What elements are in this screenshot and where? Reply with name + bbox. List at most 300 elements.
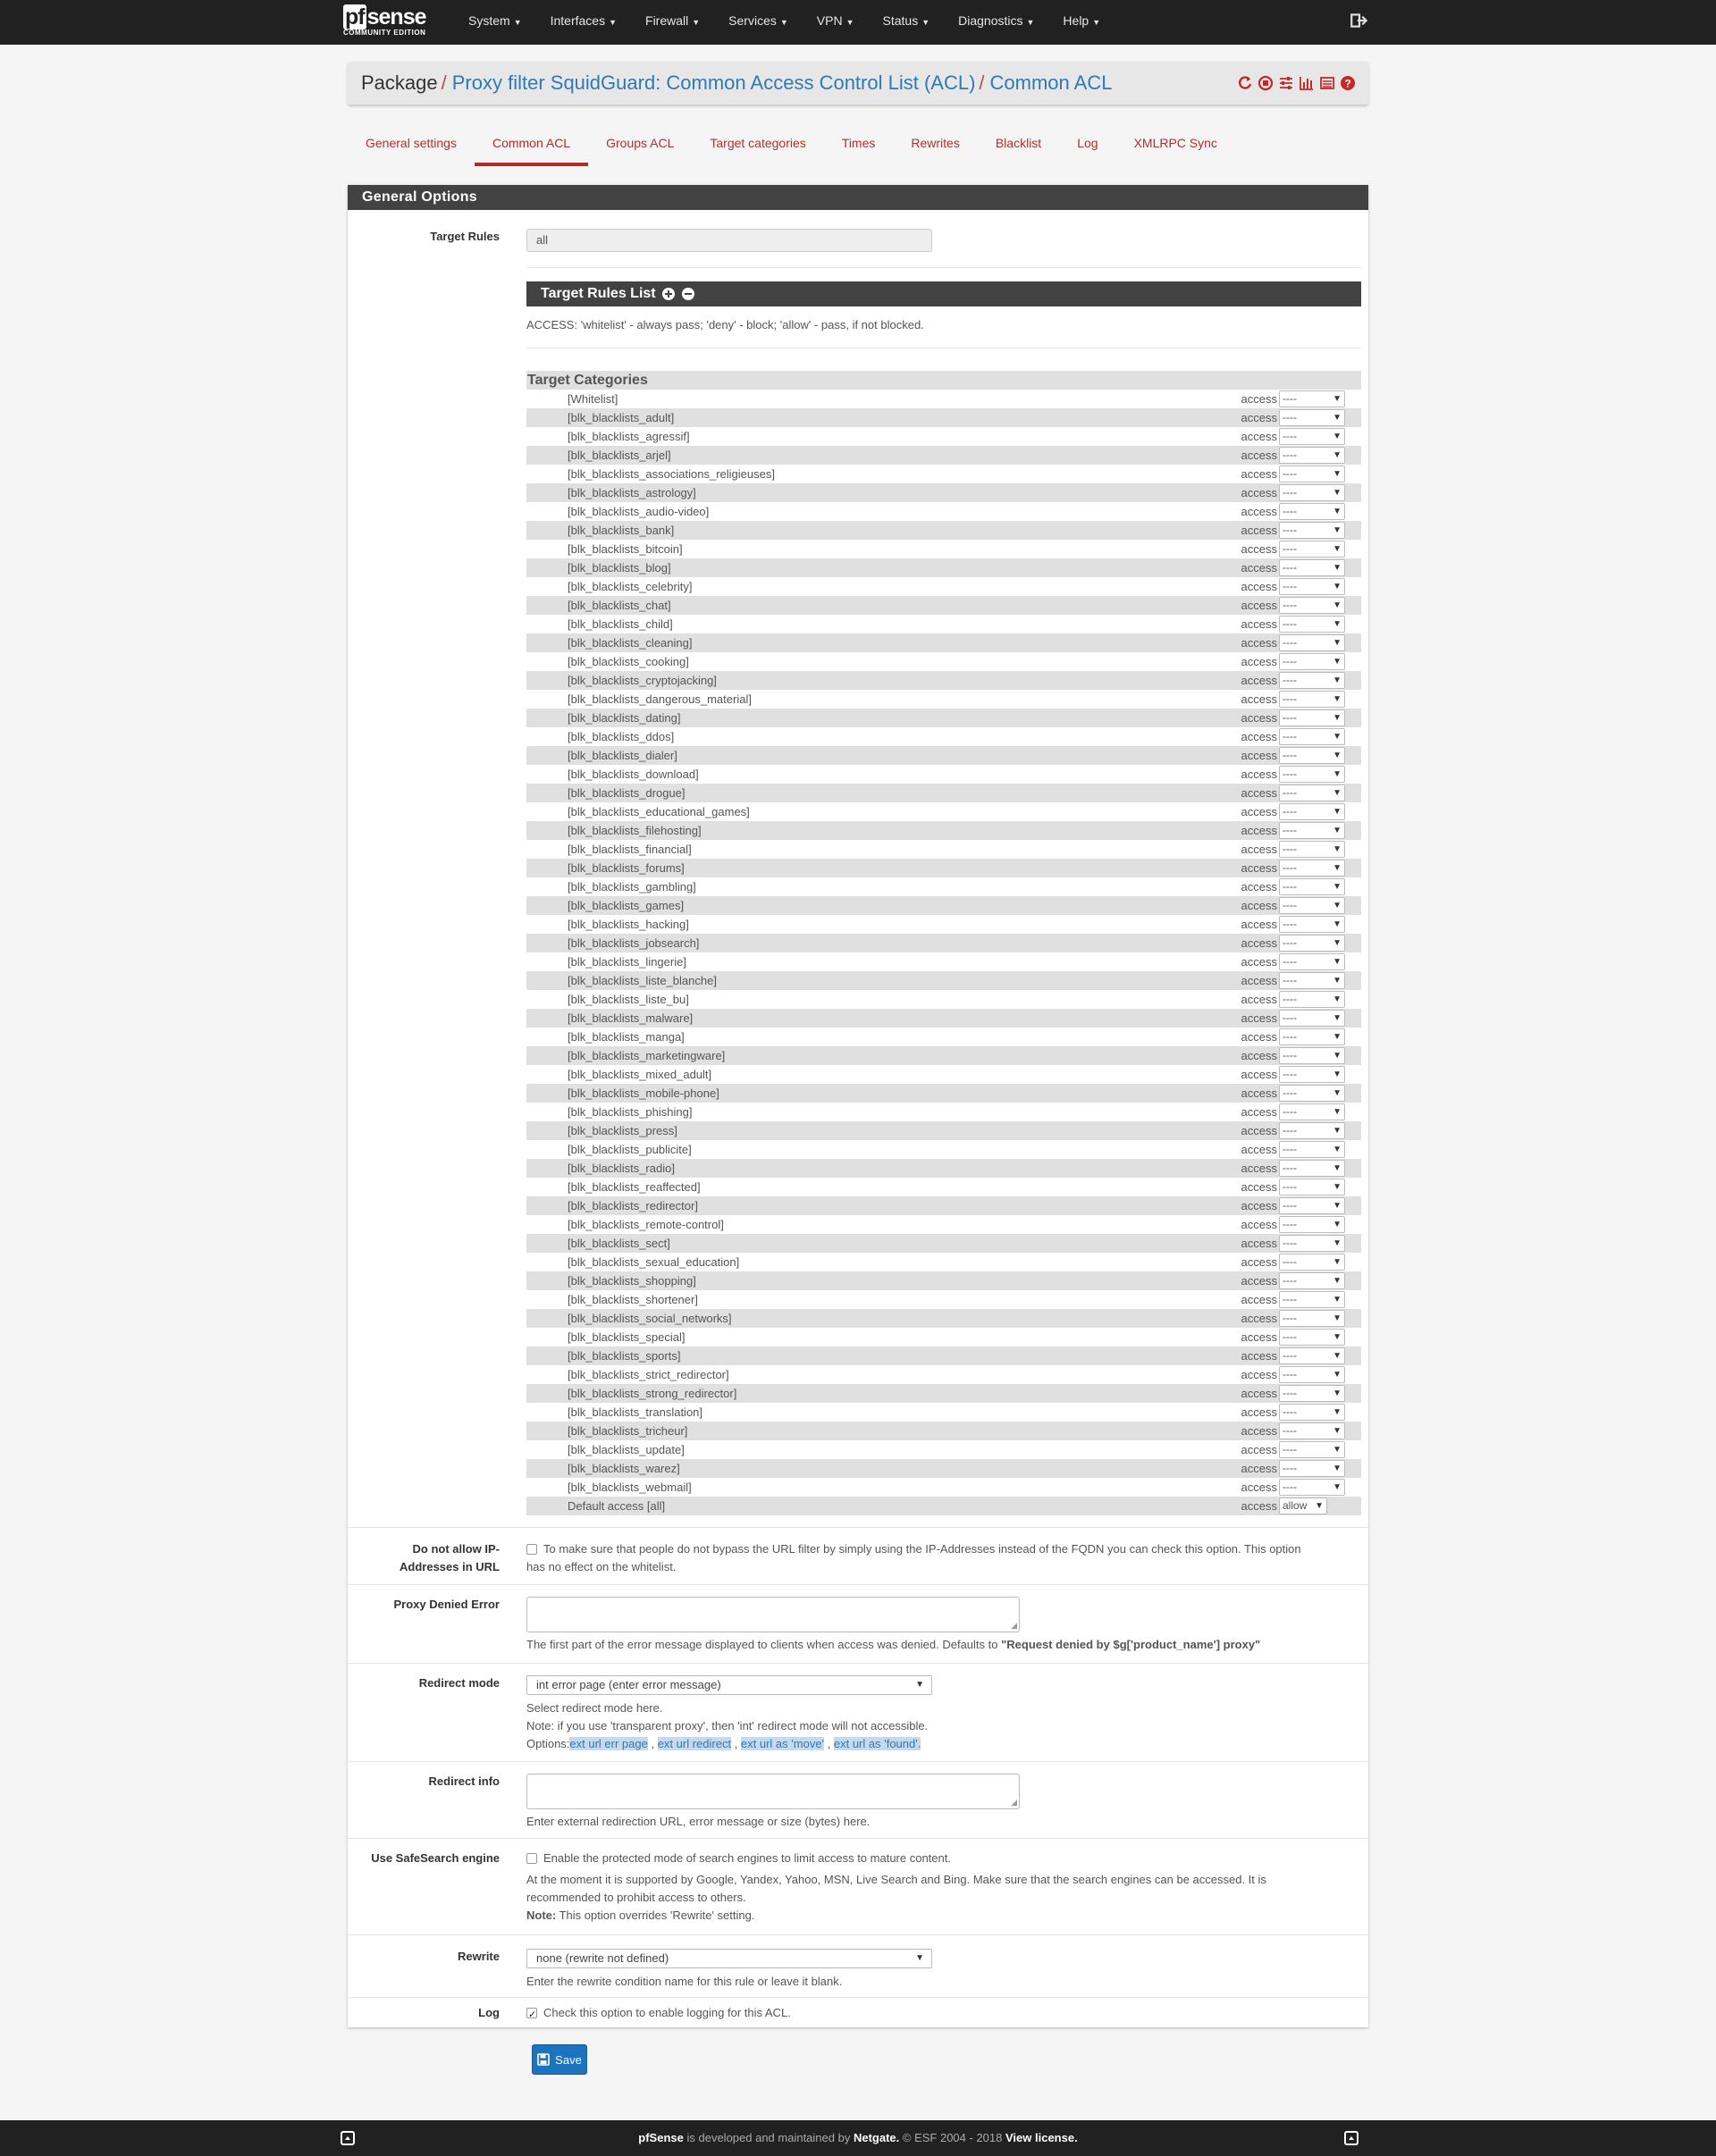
category-access-value: ----: [1283, 1143, 1297, 1155]
category-access-select[interactable]: [1279, 709, 1345, 726]
category-access-value: ----: [1283, 674, 1297, 686]
caret-down-icon: ▼: [609, 18, 618, 27]
safesearch-field: [526, 1850, 1358, 1925]
redirect-mode-help2: Note: if you use 'transparent proxy', then 'int' redirect mode will not accessible.: [526, 1719, 929, 1732]
category-row: [526, 1384, 1361, 1403]
category-access-select[interactable]: [1279, 428, 1345, 445]
category-access-select[interactable]: [1279, 1347, 1345, 1364]
log-list-icon[interactable]: [1319, 75, 1335, 91]
proxy-denied-row: [348, 1584, 1368, 1663]
no-ip-label-line1: Do not allow IP-: [412, 1542, 500, 1556]
stop-service-icon[interactable]: [1258, 75, 1274, 91]
category-row: [526, 746, 1361, 765]
access-label: access: [1241, 392, 1277, 406]
access-label: access: [1241, 936, 1277, 950]
category-name: [blk_blacklists_cryptojacking]: [568, 674, 717, 687]
breadcrumb-page-link[interactable]: Common ACL: [989, 71, 1113, 94]
tab-rewrites[interactable]: Rewrites: [911, 136, 960, 150]
access-label: access: [1241, 1368, 1277, 1381]
category-access-select[interactable]: [1279, 1047, 1345, 1064]
access-label: access: [1241, 542, 1277, 556]
category-access-select[interactable]: [1279, 447, 1345, 464]
breadcrumb-separator: /: [979, 71, 985, 94]
access-label: access: [1241, 711, 1277, 725]
category-access-select[interactable]: [1279, 1216, 1345, 1233]
category-access-value: ----: [1283, 636, 1297, 649]
category-name: [blk_blacklists_mixed_adult]: [568, 1068, 712, 1081]
category-access-select[interactable]: [1279, 1028, 1345, 1045]
safesearch-note-bold: Note:: [526, 1909, 557, 1922]
category-access-select[interactable]: [1279, 1441, 1345, 1458]
safesearch-note: [526, 1907, 1358, 1925]
category-access-select[interactable]: [1279, 522, 1345, 539]
category-access-select[interactable]: [1279, 1366, 1345, 1383]
access-label: access: [1241, 1011, 1277, 1025]
category-name: [blk_blacklists_adult]: [568, 411, 675, 424]
category-row: [526, 1328, 1361, 1346]
category-access-select[interactable]: [1279, 878, 1345, 895]
category-name: [blk_blacklists_translation]: [568, 1405, 703, 1419]
category-access-value: ----: [1283, 411, 1297, 424]
category-access-value: ----: [1283, 993, 1297, 1005]
access-label: access: [1241, 1049, 1277, 1062]
category-row: [526, 633, 1361, 652]
category-name: [blk_blacklists_chat]: [568, 599, 671, 612]
caret-down-icon: ▼: [1333, 957, 1342, 967]
category-access-value: ----: [1283, 524, 1297, 536]
tab-log[interactable]: Log: [1077, 136, 1098, 150]
category-access-select[interactable]: [1279, 466, 1345, 482]
proxy-denied-help: [526, 1636, 1260, 1654]
option-ext-url-move[interactable]: ext url as 'move': [740, 1737, 825, 1750]
category-access-select[interactable]: [1279, 1254, 1345, 1271]
no-ip-text-line2: has no effect on the whitelist.: [526, 1560, 677, 1573]
access-label: access: [1241, 1274, 1277, 1288]
category-row: [526, 1253, 1361, 1271]
category-access-select[interactable]: [1279, 916, 1345, 933]
caret-down-icon: ▼: [1333, 844, 1342, 854]
category-row: [526, 483, 1361, 502]
footer-license[interactable]: View license.: [1005, 2131, 1078, 2144]
redirect-mode-help: [526, 1699, 928, 1753]
category-access-select[interactable]: [1279, 559, 1345, 576]
redirect-mode-select[interactable]: [526, 1675, 932, 1695]
category-access-select[interactable]: [1279, 1385, 1345, 1402]
category-access-value: ----: [1283, 1180, 1297, 1193]
category-access-select[interactable]: [1279, 972, 1345, 989]
collapse-minus-icon[interactable]: [681, 287, 695, 301]
access-label: access: [1241, 599, 1277, 612]
tab-general-settings[interactable]: General settings: [366, 136, 457, 150]
default-access-row: [526, 1497, 1361, 1515]
nav-diagnostics[interactable]: [944, 0, 1048, 45]
access-label: access: [1241, 768, 1277, 781]
category-row: [526, 1196, 1361, 1215]
category-name: [blk_blacklists_associations_religieuses]: [568, 467, 775, 481]
access-label: access: [1241, 1293, 1277, 1306]
category-name: [blk_blacklists_filehosting]: [568, 824, 702, 837]
access-label: access: [1241, 524, 1277, 537]
category-access-select[interactable]: [1279, 766, 1345, 783]
category-row: [526, 502, 1361, 521]
category-name: [blk_blacklists_mobile-phone]: [568, 1086, 719, 1100]
caret-down-icon: ▼: [1333, 544, 1342, 554]
category-access-value: ----: [1283, 1011, 1297, 1024]
nav-interfaces[interactable]: [536, 0, 631, 45]
category-row: [526, 1159, 1361, 1178]
logo-pf: pf: [345, 4, 365, 29]
breadcrumb-separator: /: [441, 71, 447, 94]
caret-down-icon: ▼: [1333, 1388, 1342, 1398]
category-name: [blk_blacklists_drogue]: [568, 786, 686, 800]
access-label: access: [1241, 1162, 1277, 1175]
category-access-select[interactable]: [1279, 1085, 1345, 1102]
access-label: access: [1241, 1218, 1277, 1231]
access-label: access: [1241, 467, 1277, 481]
category-name: [blk_blacklists_dating]: [568, 711, 681, 725]
category-name: [Whitelist]: [568, 392, 618, 406]
category-name: [blk_blacklists_dangerous_material]: [568, 692, 752, 706]
category-row: [526, 1215, 1361, 1234]
access-label: access: [1241, 749, 1277, 762]
category-name: [blk_blacklists_redirector]: [568, 1199, 698, 1212]
tab-times[interactable]: Times: [841, 136, 876, 150]
tab-xmlrpc-sync[interactable]: XMLRPC Sync: [1133, 136, 1217, 150]
proxy-denied-label: Proxy Denied Error: [393, 1598, 500, 1611]
access-label: access: [1241, 1312, 1277, 1325]
expand-plus-icon[interactable]: [661, 287, 676, 301]
category-row: [526, 446, 1361, 465]
safesearch-help1: At the moment it is supported by Google, Yandex, Yahoo, MSN, Live Search and Bing. Make sure that the search engines can be accessed. It is: [526, 1873, 1266, 1886]
category-row: [526, 1309, 1361, 1328]
category-access-select[interactable]: [1279, 935, 1345, 952]
category-access-value: ----: [1283, 1199, 1297, 1212]
caret-down-icon: ▼: [1333, 901, 1342, 910]
category-row: [526, 1028, 1361, 1046]
help-icon[interactable]: [1340, 75, 1356, 91]
redirect-mode-value: int error page (enter error message): [536, 1678, 721, 1691]
category-access-select[interactable]: [1279, 1010, 1345, 1027]
nav-label: Interfaces: [550, 13, 606, 28]
category-access-value: ----: [1283, 617, 1297, 630]
target-rules-label: Target Rules: [430, 230, 500, 243]
status-chart-icon[interactable]: [1299, 75, 1315, 91]
no-ip-field: [526, 1540, 1358, 1576]
category-name: [blk_blacklists_download]: [568, 768, 699, 781]
caret-down-icon: ▼: [1333, 976, 1342, 986]
access-label: access: [1241, 430, 1277, 443]
category-access-select[interactable]: [1279, 653, 1345, 670]
category-access-select[interactable]: [1279, 1066, 1345, 1083]
caret-down-icon: ▼: [1333, 1013, 1342, 1023]
category-access-select[interactable]: [1279, 1479, 1345, 1496]
caret-down-icon: ▼: [1333, 619, 1342, 629]
caret-down-icon: ▼: [1333, 432, 1342, 441]
resize-grip-icon: ◢: [1011, 1798, 1017, 1807]
category-access-select[interactable]: [1279, 1422, 1345, 1439]
breadcrumb-icons: [1237, 75, 1356, 91]
category-access-value: ----: [1283, 1368, 1297, 1380]
caret-down-icon: ▼: [1333, 751, 1342, 760]
nav-help[interactable]: [1048, 0, 1115, 45]
category-access-value: ----: [1283, 1237, 1297, 1249]
category-access-select[interactable]: [1279, 897, 1345, 914]
category-access-select[interactable]: [1279, 484, 1345, 501]
category-access-value: ----: [1283, 861, 1297, 874]
footer-top-icon[interactable]: [1344, 2131, 1358, 2145]
access-label: access: [1241, 1443, 1277, 1456]
default-access-select[interactable]: [1279, 1497, 1327, 1514]
tab-blacklist[interactable]: Blacklist: [995, 136, 1042, 150]
category-access-value: ----: [1283, 768, 1297, 780]
caret-down-icon: ▼: [1333, 694, 1342, 704]
category-row: [526, 821, 1361, 840]
category-name: [blk_blacklists_shopping]: [568, 1274, 696, 1288]
category-access-value: ----: [1283, 1405, 1297, 1418]
access-label: access: [1241, 730, 1277, 743]
breadcrumb: [361, 62, 1112, 105]
category-access-select[interactable]: [1279, 409, 1345, 426]
category-access-value: ----: [1283, 505, 1297, 517]
caret-down-icon: ▼: [1333, 788, 1342, 798]
default-access-label: Default access [all]: [568, 1499, 666, 1513]
category-access-select[interactable]: [1279, 541, 1345, 558]
redirect-info-textarea[interactable]: [526, 1774, 1020, 1809]
category-access-value: ----: [1283, 955, 1297, 968]
category-access-select[interactable]: [1279, 1272, 1345, 1289]
category-row: [526, 652, 1361, 671]
target-categories-title: Target Categories: [526, 371, 1361, 390]
safesearch-checkbox[interactable]: [526, 1853, 537, 1864]
restart-service-icon[interactable]: [1237, 75, 1253, 91]
category-access-select[interactable]: [1279, 953, 1345, 970]
settings-sliders-icon[interactable]: [1278, 75, 1294, 91]
rewrite-select[interactable]: [526, 1949, 932, 1968]
access-label: access: [1241, 1349, 1277, 1363]
category-access-select[interactable]: [1279, 841, 1345, 858]
category-access-select[interactable]: [1279, 728, 1345, 745]
category-row: [526, 671, 1361, 690]
category-row: [526, 408, 1361, 427]
category-access-value: ----: [1283, 974, 1297, 986]
category-access-select[interactable]: [1279, 1160, 1345, 1177]
category-access-select[interactable]: [1279, 634, 1345, 651]
save-button[interactable]: [532, 2044, 587, 2075]
access-label: access: [1241, 1405, 1277, 1419]
category-access-value: ----: [1283, 430, 1297, 442]
nav-firewall[interactable]: [631, 0, 714, 45]
category-access-value: ----: [1283, 467, 1297, 480]
option-ext-url-found[interactable]: ext url as 'found'.: [833, 1737, 921, 1750]
category-access-select[interactable]: [1279, 803, 1345, 820]
category-name: [blk_blacklists_sect]: [568, 1237, 670, 1250]
category-row: [526, 427, 1361, 446]
category-access-value: ----: [1283, 1068, 1297, 1080]
category-access-select[interactable]: [1279, 1404, 1345, 1421]
access-label: access: [1241, 861, 1277, 875]
category-name: [blk_blacklists_liste_blanche]: [568, 974, 717, 987]
category-row: [526, 915, 1361, 934]
tab-common-acl[interactable]: Common ACL: [475, 130, 588, 166]
category-access-select[interactable]: [1279, 1329, 1345, 1346]
caret-down-icon: ▼: [692, 18, 701, 27]
safesearch-label: Use SafeSearch engine: [371, 1851, 500, 1865]
logout-icon[interactable]: [1350, 11, 1369, 30]
category-row: [526, 859, 1361, 877]
tab-groups-acl[interactable]: Groups ACL: [606, 136, 675, 150]
caret-down-icon: ▼: [1333, 582, 1342, 591]
category-name: [blk_blacklists_publicite]: [568, 1143, 692, 1156]
caret-down-icon: ▼: [1333, 657, 1342, 667]
access-label: access: [1241, 1237, 1277, 1250]
category-name: [blk_blacklists_blog]: [568, 561, 671, 575]
nav-vpn[interactable]: [803, 0, 869, 45]
nav-label: Diagnostics: [958, 13, 1023, 28]
category-name: [blk_blacklists_ddos]: [568, 730, 675, 743]
no-ip-text-line1: To make sure that people do not bypass the URL filter by simply using the IP-Addresses instead of the FQDN you can check this option. This option: [543, 1542, 1301, 1556]
caret-down-icon: ▼: [1333, 675, 1342, 685]
category-access-value: ----: [1283, 1049, 1297, 1061]
access-label: access: [1241, 974, 1277, 987]
category-name: [blk_blacklists_warez]: [568, 1462, 680, 1475]
category-access-select[interactable]: [1279, 390, 1345, 407]
pfsense-logo[interactable]: [343, 5, 442, 41]
caret-down-icon: ▼: [1333, 1032, 1342, 1042]
breadcrumb-package-link[interactable]: Proxy filter SquidGuard: Common Access Control List (ACL): [451, 71, 976, 94]
category-access-select[interactable]: [1279, 784, 1345, 801]
category-row: [526, 577, 1361, 596]
target-categories-table: [526, 371, 1361, 1515]
category-row: [526, 1422, 1361, 1440]
options-label: Options:: [526, 1737, 570, 1750]
category-row: [526, 990, 1361, 1009]
access-label: access: [1241, 1143, 1277, 1156]
option-ext-url-redirect[interactable]: ext url redirect: [657, 1737, 732, 1750]
category-name: [blk_blacklists_malware]: [568, 1011, 694, 1025]
category-access-select[interactable]: [1279, 822, 1345, 839]
caret-down-icon: ▼: [1333, 1407, 1342, 1417]
nav-services[interactable]: [714, 0, 803, 45]
category-access-select[interactable]: [1279, 1235, 1345, 1252]
option-ext-url-err-page[interactable]: ext url err page: [569, 1737, 648, 1750]
category-access-select[interactable]: [1279, 1103, 1345, 1120]
nav-system[interactable]: [454, 0, 536, 45]
category-access-select[interactable]: [1279, 860, 1345, 877]
caret-down-icon: ▼: [1333, 1351, 1342, 1361]
category-access-value: ----: [1283, 655, 1297, 667]
category-access-select[interactable]: [1279, 503, 1345, 520]
redirect-info-label: Redirect info: [428, 1774, 500, 1788]
category-access-select[interactable]: [1279, 747, 1345, 764]
category-access-select[interactable]: [1279, 672, 1345, 689]
category-name: [blk_blacklists_dialer]: [568, 749, 677, 762]
redirect-mode-label: Redirect mode: [418, 1676, 500, 1690]
footer-brand[interactable]: pfSense: [638, 2131, 684, 2144]
category-access-select[interactable]: [1279, 1460, 1345, 1477]
save-floppy-icon: [537, 2053, 550, 2066]
category-row: [526, 709, 1361, 727]
caret-down-icon: ▼: [1333, 938, 1342, 948]
rewrite-value: none (rewrite not defined): [536, 1951, 669, 1965]
tab-target-categories[interactable]: Target categories: [710, 136, 806, 150]
proxy-denied-textarea[interactable]: [526, 1597, 1020, 1632]
category-access-select[interactable]: [1279, 1122, 1345, 1139]
category-name: [blk_blacklists_games]: [568, 899, 685, 912]
category-name: [blk_blacklists_special]: [568, 1330, 686, 1344]
top-navbar: [0, 0, 1716, 45]
category-access-select[interactable]: [1279, 1310, 1345, 1327]
category-access-value: ----: [1283, 1124, 1297, 1137]
caret-down-icon: ▼: [1333, 807, 1342, 817]
access-label: access: [1241, 1124, 1277, 1137]
category-row: [526, 1065, 1361, 1084]
category-access-select[interactable]: [1279, 1197, 1345, 1214]
category-row: [526, 727, 1361, 746]
caret-down-icon: ▼: [1333, 1426, 1342, 1436]
category-access-select[interactable]: [1279, 1291, 1345, 1308]
category-access-value: ----: [1283, 1312, 1297, 1324]
caret-down-icon: ▼: [915, 1680, 924, 1690]
no-ip-label: [348, 1540, 500, 1576]
caret-down-icon: ▼: [1333, 507, 1342, 516]
category-name: [blk_blacklists_cleaning]: [568, 636, 693, 650]
category-access-select[interactable]: [1279, 616, 1345, 633]
category-name: [blk_blacklists_bitcoin]: [568, 542, 683, 556]
category-access-select[interactable]: [1279, 991, 1345, 1008]
no-ip-checkbox[interactable]: [526, 1544, 537, 1555]
breadcrumb-root: Package: [361, 71, 438, 94]
category-access-select[interactable]: [1279, 1179, 1345, 1195]
category-access-select[interactable]: [1279, 691, 1345, 708]
caret-down-icon: ▼: [1333, 1051, 1342, 1061]
nav-status[interactable]: [869, 0, 945, 45]
caret-down-icon: ▼: [1333, 563, 1342, 573]
footer-mid: is developed and maintained by: [686, 2131, 851, 2144]
caret-down-icon: ▼: [1333, 919, 1342, 929]
category-access-select[interactable]: [1279, 1141, 1345, 1158]
category-access-select[interactable]: [1279, 597, 1345, 614]
nav-label: Firewall: [645, 13, 689, 28]
category-row: [526, 840, 1361, 859]
access-label: access: [1241, 1086, 1277, 1100]
category-name: [blk_blacklists_celebrity]: [568, 580, 693, 593]
target-rules-input[interactable]: all: [526, 229, 932, 252]
category-row: [526, 390, 1361, 408]
category-row: [526, 952, 1361, 971]
access-label: access: [1241, 1462, 1277, 1475]
footer-company[interactable]: Netgate.: [853, 2131, 900, 2144]
category-access-value: ----: [1283, 749, 1297, 761]
caret-down-icon: ▼: [1333, 1257, 1342, 1267]
category-access-select[interactable]: [1279, 578, 1345, 595]
caret-down-icon: ▼: [1333, 1276, 1342, 1286]
access-label: access: [1241, 805, 1277, 818]
access-label: access: [1241, 1499, 1277, 1513]
caret-down-icon: ▼: [1333, 525, 1342, 535]
target-rules-row: [348, 210, 1368, 1527]
access-label: access: [1241, 674, 1277, 687]
caret-down-icon: ▼: [1333, 1070, 1342, 1079]
save-label: Save: [555, 2052, 582, 2067]
footer-expand-icon[interactable]: [341, 2131, 355, 2145]
category-row: [526, 1365, 1361, 1384]
access-label: access: [1241, 1180, 1277, 1194]
caret-down-icon: ▼: [1333, 994, 1342, 1004]
access-label: access: [1241, 655, 1277, 668]
category-name: [blk_blacklists_social_networks]: [568, 1312, 732, 1325]
redirect-info-help: Enter external redirection URL, error message or size (bytes) here.: [526, 1815, 871, 1828]
log-checkbox[interactable]: [526, 2008, 537, 2018]
